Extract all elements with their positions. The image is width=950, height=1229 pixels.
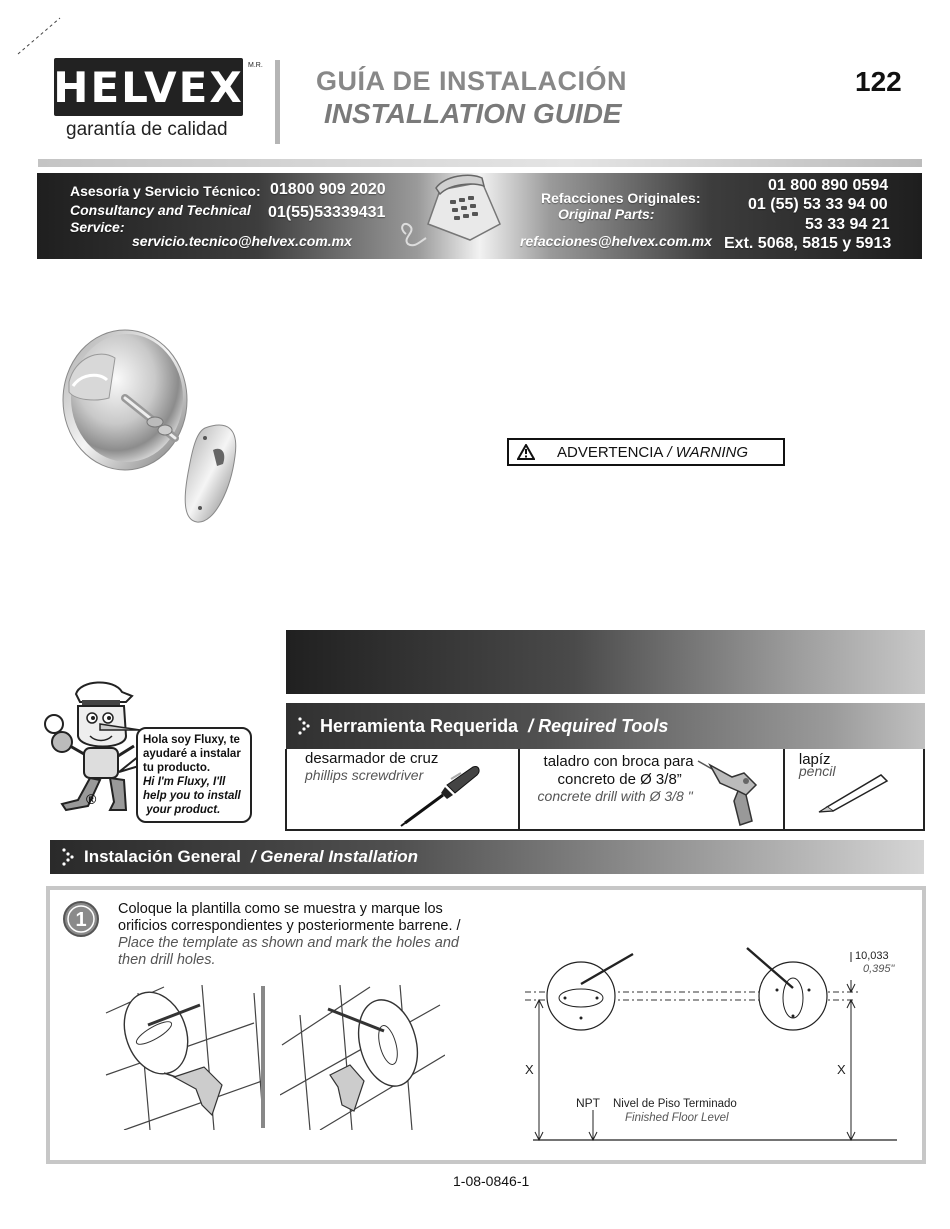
tool-name-es-2: concreto de Ø 3/8” <box>557 771 682 788</box>
tool-cell-screwdriver <box>287 749 520 829</box>
corner-dashed-mark <box>14 14 64 60</box>
fluxy-line-en: Hi I'm Fluxy, I'll <box>143 776 226 788</box>
step-number-badge <box>62 900 100 938</box>
telephone-icon <box>396 172 506 258</box>
installation-title-en: / General Installation <box>250 847 419 866</box>
fluxy-line-en: help you to install <box>143 790 241 802</box>
tech-email-link[interactable]: servicio.tecnico@helvex.com.mx <box>132 233 352 249</box>
tool-cell-drill <box>520 749 785 829</box>
warning-text-es: ADVERTENCIA <box>557 443 664 461</box>
floor-level-es: Nivel de Piso Terminado <box>613 1098 737 1110</box>
page-title-es: GUÍA DE INSTALACIÓN <box>316 66 627 96</box>
tool-name-es: desarmador de cruz <box>305 750 439 767</box>
document-code: 1-08-0846-1 <box>453 1173 530 1189</box>
parts-phone-2[interactable]: 01 (55) 53 33 94 00 <box>748 196 888 213</box>
header-divider <box>275 60 280 144</box>
trademark-mark: M.R. <box>248 62 263 69</box>
tool-cell-pencil <box>785 749 923 829</box>
tool-name-en: pencil <box>798 763 836 779</box>
step-text-es: Coloque la plantilla como se muestra y marque los <box>118 901 443 917</box>
installation-title-es: Instalación General <box>84 847 241 866</box>
step-text-es: orificios correspondientes y posteriormente barrene. / <box>118 918 461 934</box>
fluxy-line: tu producto. <box>143 762 211 774</box>
fluxy-line: Hola soy Fluxy, te <box>143 734 240 746</box>
warning-label <box>507 438 785 466</box>
dotted-chevron-icon <box>60 847 76 867</box>
page-title-en: INSTALLATION GUIDE <box>324 98 622 129</box>
warning-text-en: / WARNING <box>667 443 748 461</box>
tech-phone-2[interactable]: 01(55)53339431 <box>268 204 386 221</box>
warning-triangle-icon <box>517 444 535 460</box>
fluxy-line-en: your product. <box>143 804 221 816</box>
height-label-left: X <box>525 1062 534 1077</box>
product-photo <box>55 328 245 528</box>
tool-name-en: phillips screwdriver <box>305 767 424 783</box>
tools-title-en: / Required Tools <box>528 715 669 736</box>
tech-support-label-es: Asesoría y Servicio Técnico: <box>70 183 261 199</box>
screwdriver-icon <box>395 763 481 827</box>
tech-phone-1[interactable]: 01800 909 2020 <box>270 181 386 198</box>
brand-logo: HELVEX <box>54 58 243 116</box>
parts-phone-1[interactable]: 01 800 890 0594 <box>768 177 889 194</box>
header-separator-bar <box>38 159 922 167</box>
step-text-en: then drill holes. <box>118 952 216 968</box>
tech-support-label-en: Consultancy and Technical Service: <box>70 202 251 235</box>
step-1-instructions <box>118 901 498 969</box>
dotted-chevron-icon <box>296 716 312 736</box>
tools-title-es: Herramienta Requerida <box>320 715 519 736</box>
parts-label-en: Original Parts: <box>558 206 655 222</box>
drill-icon <box>696 755 766 827</box>
pencil-icon <box>817 771 889 813</box>
dimension-in: 0,395" <box>863 963 895 975</box>
model-number: 122 <box>855 66 902 97</box>
height-label-right: X <box>837 1062 846 1077</box>
parts-phone-ext: Ext. 5068, 5815 y 5913 <box>724 235 892 252</box>
template-horizontal-illustration <box>104 985 264 1130</box>
dark-gradient-bar <box>286 630 925 694</box>
step-number: 1 <box>75 909 87 931</box>
parts-phone-3[interactable]: 53 33 94 21 <box>805 216 890 233</box>
floor-level-en: Finished Floor Level <box>625 1112 729 1124</box>
template-vertical-illustration <box>280 985 445 1130</box>
parts-email-link[interactable]: refacciones@helvex.com.mx <box>520 233 712 249</box>
fluxy-line: ayudaré a instalar <box>143 748 241 760</box>
parts-label-es: Refacciones Originales: <box>541 190 701 206</box>
tools-table <box>285 749 925 831</box>
registered-mark: ® <box>86 791 97 807</box>
tool-name-es: taladro con broca para <box>543 753 694 770</box>
dimension-mm: 10,033 <box>855 950 889 962</box>
required-tools-header <box>286 703 925 749</box>
figure-divider <box>261 986 265 1128</box>
brand-tagline: garantía de calidad <box>66 119 228 140</box>
fluxy-speech-bubble <box>136 727 252 823</box>
step-text-en: Place the template as shown and mark the holes and <box>118 935 459 951</box>
mounting-height-diagram <box>515 940 915 1155</box>
npt-label: NPT <box>576 1096 600 1110</box>
tool-name-en: concrete drill with Ø 3/8 " <box>537 788 693 804</box>
general-installation-header <box>50 840 924 874</box>
tool-name-es: lapíz <box>798 751 831 768</box>
